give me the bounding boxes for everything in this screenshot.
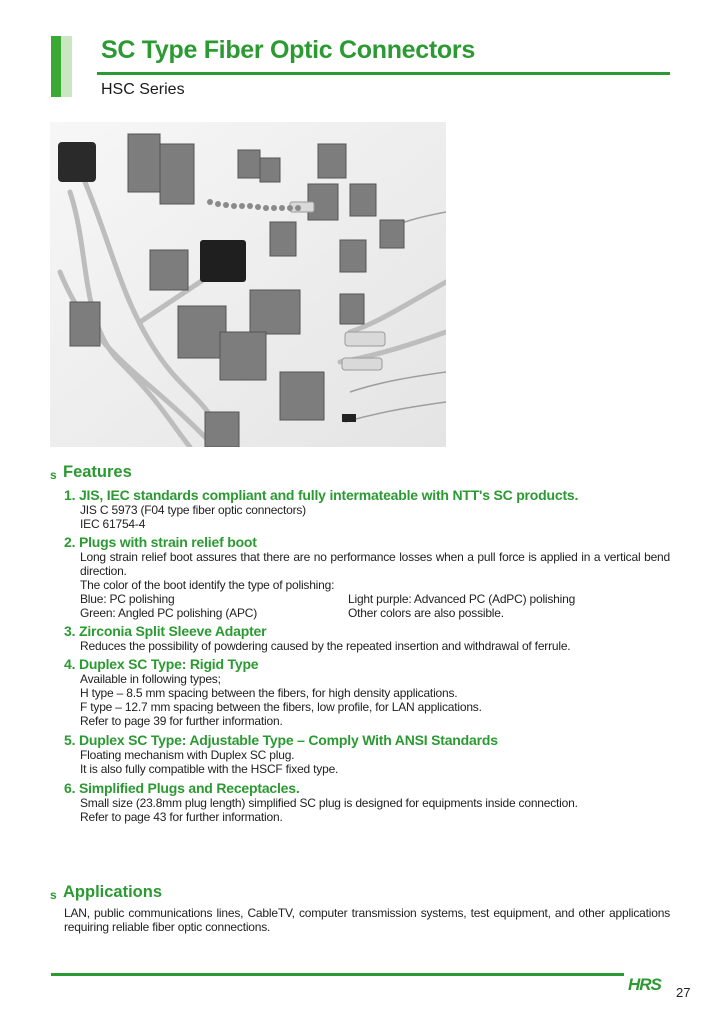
polish-light-purple: Light purple: Advanced PC (AdPC) polishing [348, 592, 576, 606]
feature-3-line: Reduces the possibility of powdering caused by the repeated insertion and withdrawal of ferrule. [80, 639, 571, 653]
feature-1-line: IEC 61754-4 [80, 517, 146, 531]
product-photo [50, 122, 446, 447]
feature-2-paragraph: Long strain relief boot assures that there are no performance losses when a pull force is applied in a vertical bend direction. [80, 550, 670, 578]
feature-4-title: 4. Duplex SC Type: Rigid Type [64, 656, 259, 672]
feature-2-title: 2. Plugs with strain relief boot [64, 534, 257, 550]
feature-1-line: JIS C 5973 (F04 type fiber optic connectors) [80, 503, 306, 517]
connector-illustration [50, 122, 446, 447]
feature-4-line: H type – 8.5 mm spacing between the fibers, for high density applications. [80, 686, 458, 700]
applications-text: LAN, public communications lines, CableTV, computer transmission systems, test equipment, and other applications requiring reliable fiber optic connections. [64, 906, 670, 934]
header-accent-bar-light [61, 36, 72, 97]
feature-3-title: 3. Zirconia Split Sleeve Adapter [64, 623, 267, 639]
feature-1-title: 1. JIS, IEC standards compliant and fully intermateable with NTT's SC products. [64, 487, 579, 503]
feature-4-line: Available in following types; [80, 672, 221, 686]
features-heading: Features [63, 463, 132, 481]
feature-2-line: The color of the boot identify the type of polishing: [80, 578, 335, 592]
series-subtitle: HSC Series [101, 81, 185, 98]
feature-4-line: Refer to page 39 for further information. [80, 714, 283, 728]
polish-green: Green: Angled PC polishing (APC) [80, 606, 258, 620]
header-rule [97, 72, 670, 75]
feature-6-title: 6. Simplified Plugs and Receptacles. [64, 780, 300, 796]
footer-rule [51, 973, 624, 976]
page-number: 27 [676, 985, 691, 1000]
feature-5-line: It is also fully compatible with the HSCF fixed type. [80, 762, 339, 776]
polish-other: Other colors are also possible. [348, 606, 504, 620]
header-accent-bar [51, 36, 61, 97]
polish-blue: Blue: PC polishing [80, 592, 175, 606]
features-bullet: s [50, 468, 57, 482]
feature-5-title: 5. Duplex SC Type: Adjustable Type – Comply With ANSI Standards [64, 732, 498, 748]
applications-heading: Applications [63, 883, 163, 901]
feature-6-line: Small size (23.8mm plug length) simplified SC plug is designed for equipments inside connection. [80, 796, 578, 810]
feature-6-line: Refer to page 43 for further information. [80, 810, 283, 824]
feature-4-line: F type – 12.7 mm spacing between the fibers, low profile, for LAN applications. [80, 700, 482, 714]
applications-bullet: s [50, 888, 57, 902]
brand-logo: HRS [628, 975, 661, 994]
page-title: SC Type Fiber Optic Connectors [101, 36, 475, 64]
feature-5-line: Floating mechanism with Duplex SC plug. [80, 748, 295, 762]
